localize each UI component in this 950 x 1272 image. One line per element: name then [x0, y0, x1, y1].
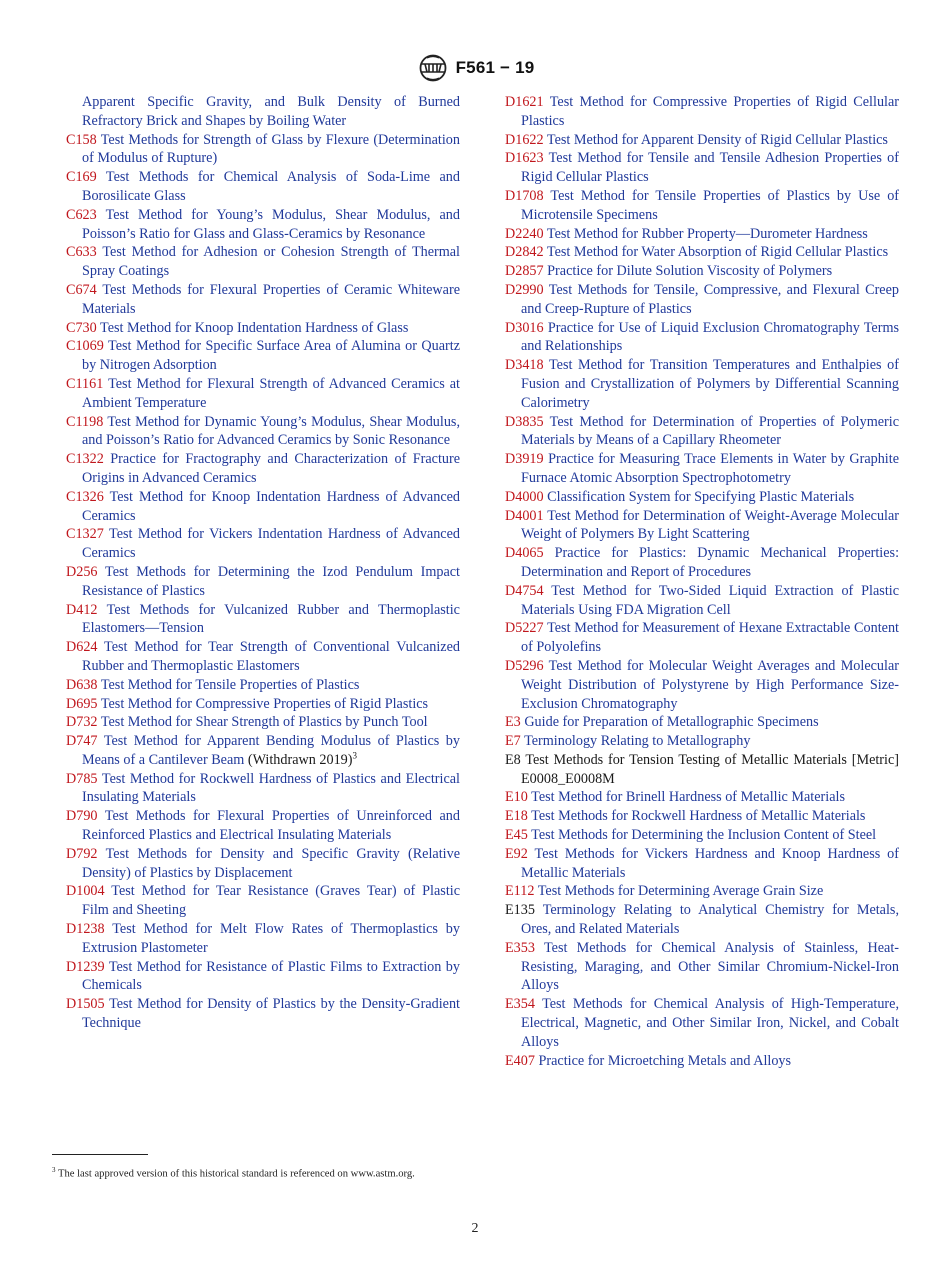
page-number: 2 [471, 1221, 479, 1236]
reference-item [505, 826, 899, 845]
standard-title-link[interactable]: Test Method for Vickers Indentation Hardness of Advanced Ceramics [82, 526, 460, 562]
footnote [52, 1163, 462, 1182]
standard-code-link: E8 [505, 751, 521, 768]
reference-item [66, 337, 460, 375]
standard-code-link[interactable]: C633 [66, 244, 97, 261]
standard-code-link: E135 [505, 902, 535, 919]
standard-title-link[interactable]: Test Methods for Determining Average Grain Size [537, 883, 824, 900]
standard-title-link[interactable]: Terminology Relating to Analytical Chemistry for Metals, Ores, and Related Materials [521, 902, 899, 938]
standard-code-link[interactable]: D732 [66, 714, 98, 731]
reference-item [505, 1052, 899, 1071]
standard-title-link[interactable]: Test Method for Transition Temperatures and Enthalpies of Fusion and Crystallization of Polymers by Differential Scanning Calorimetry [521, 357, 899, 411]
standard-title-link[interactable]: Test Method for Measurement of Hexane Extractable Content of Polyolefins [521, 620, 899, 656]
reference-item [66, 563, 460, 601]
standard-code-link[interactable]: D2842 [505, 244, 544, 261]
standard-code-link[interactable]: E353 [505, 939, 535, 956]
document-designation: F561 − 19 [455, 58, 535, 77]
standard-code-link[interactable]: D5227 [505, 620, 544, 637]
reference-item [66, 206, 460, 244]
standard-title-link[interactable]: Test Methods for Vulcanized Rubber and Thermoplastic Elastomers—Tension [82, 601, 460, 637]
reference-item [66, 375, 460, 413]
standard-title-link[interactable]: Test Method for Flexural Strength of Advanced Ceramics at Ambient Temperature [82, 375, 460, 411]
standard-code-link[interactable]: D695 [66, 695, 98, 712]
reference-item [505, 544, 899, 582]
standard-title-link[interactable]: Test Method for Rubber Property—Durometer Hardness [546, 225, 868, 242]
reference-item [66, 281, 460, 319]
standard-code-link[interactable]: D785 [66, 770, 98, 787]
standard-title-link[interactable]: Test Method for Compressive Properties of Rigid Plastics [100, 695, 429, 712]
standard-title-link[interactable]: Test Methods for Chemical Analysis of Stainless, Heat-Resisting, Maraging, and Other Similar Chromium-Nickel-Iron Alloys [521, 939, 899, 994]
standard-title-link[interactable]: Test Method for Determination of Weight-Average Molecular Weight of Polymers By Light Scattering [521, 507, 899, 543]
standard-title-link[interactable]: Test Method for Knoop Indentation Hardness of Advanced Ceramics [82, 488, 461, 524]
reference-item [505, 657, 899, 713]
standard-code-link[interactable]: D2240 [505, 225, 544, 242]
standard-code-link[interactable]: E354 [505, 996, 535, 1013]
standard-title-link[interactable]: Classification System for Specifying Plastic Materials [547, 488, 855, 505]
standard-title-link[interactable]: Test Method for Tear Resistance (Graves Tear) of Plastic Film and Sheeting [82, 883, 460, 919]
standard-code-link[interactable]: C1327 [66, 526, 104, 543]
standard-title-link[interactable]: Test Method for Dynamic Young’s Modulus, Shear Modulus, and Poisson’s Ratio for Advanced Ceramics by Sonic Resonance [82, 413, 460, 449]
standard-code-link[interactable]: D1708 [505, 187, 544, 204]
standard-code-link[interactable]: D4754 [505, 582, 544, 599]
standard-title-link[interactable]: Test Method for Determination of Properties of Polymeric Materials by Means of a Capillary Rheometer [521, 413, 899, 449]
reference-item [66, 845, 460, 883]
reference-item [505, 751, 899, 789]
standard-code-link[interactable]: D4001 [505, 507, 544, 524]
standard-code-link[interactable]: D1238 [66, 921, 105, 938]
reference-item [505, 243, 899, 262]
standard-code-link[interactable]: C158 [66, 131, 97, 148]
standard-code-link[interactable]: D624 [66, 639, 98, 656]
standard-code-link[interactable]: C1326 [66, 488, 104, 505]
standard-title-link[interactable]: Practice for Fractography and Characterization of Fracture Origins in Advanced Ceramics [82, 451, 461, 486]
reference-item [66, 243, 460, 281]
standard-title-link[interactable]: Test Method for Molecular Weight Averages and Molecular Weight Distribution of Polystyrene by High Performance Size-Exclusion Chromatography [521, 657, 899, 712]
standard-title-link[interactable]: Test Method for Compressive Properties of Rigid Cellular Plastics [521, 94, 899, 129]
standard-code-link[interactable]: C1198 [66, 413, 104, 430]
standard-code-link[interactable]: C674 [66, 281, 97, 298]
standard-code-link[interactable]: C623 [66, 206, 97, 223]
standard-code-link[interactable]: E3 [505, 714, 521, 731]
standard-code-link[interactable]: E112 [505, 883, 535, 900]
reference-item [66, 638, 460, 676]
reference-item [66, 995, 460, 1033]
standard-code-link[interactable]: D1505 [66, 996, 105, 1013]
reference-item [505, 713, 899, 732]
reference-item [505, 732, 899, 751]
reference-item [505, 187, 899, 225]
standard-title-link[interactable]: Test Method for Specific Surface Area of Alumina or Quartz by Nitrogen Adsorption [82, 338, 460, 374]
footnote-divider [52, 1154, 148, 1155]
standard-title-link[interactable]: Test Method for Two-Sided Liquid Extraction of Plastic Materials Using FDA Migration Cell [521, 582, 899, 618]
reference-column-left [66, 93, 460, 1033]
reference-item [66, 525, 460, 563]
standard-title-link[interactable]: Test Method for Tear Strength of Conventional Vulcanized Rubber and Thermoplastic Elastomers [82, 639, 460, 674]
standard-title-link[interactable]: Guide for Preparation of Metallographic Specimens [524, 714, 819, 731]
standard-code-link[interactable]: E92 [505, 845, 528, 862]
reference-item [505, 262, 899, 281]
reference-item [505, 582, 899, 620]
standard-code-link[interactable]: E10 [505, 789, 528, 806]
standard-code-link[interactable]: D3919 [505, 451, 544, 468]
reference-item [505, 149, 899, 187]
reference-item [505, 901, 899, 939]
reference-item [505, 995, 899, 1051]
reference-item [505, 281, 899, 319]
standard-title-link[interactable]: Test Methods for Chemical Analysis of Soda-Lime and Borosilicate Glass [82, 169, 460, 204]
standard-code-link[interactable]: C1322 [66, 451, 104, 468]
standard-code-link[interactable]: C169 [66, 169, 97, 186]
reference-item [66, 958, 460, 996]
standard-title-link[interactable]: Test Method for Tensile Properties of Plastics [100, 676, 360, 693]
standard-title-link[interactable]: Test Methods for Rockwell Hardness of Metallic Materials [531, 808, 866, 825]
reference-item [66, 676, 460, 695]
reference-item [505, 131, 899, 150]
standard-title-link[interactable]: Test Methods for Determining the Inclusion Content of Steel [531, 827, 877, 844]
standard-code-link[interactable]: D2990 [505, 281, 544, 298]
standard-code-link[interactable]: D1239 [66, 958, 105, 975]
standard-title-link[interactable]: Test Method for Knoop Indentation Hardness of Glass [100, 319, 409, 336]
reference-item [505, 882, 899, 901]
standard-code-link[interactable]: E407 [505, 1052, 535, 1069]
standard-title-link[interactable]: Test Method for Shear Strength of Plastics by Punch Tool [100, 714, 428, 731]
reference-item [505, 93, 899, 131]
standard-code-link[interactable]: D1622 [505, 131, 544, 148]
standard-code-link[interactable]: D1004 [66, 883, 105, 900]
reference-item [66, 488, 460, 526]
reference-item [505, 488, 899, 507]
standard-title-link[interactable]: Apparent Specific Gravity, and Bulk Density of Burned Refractory Brick and Shapes by Boiling Water [82, 94, 460, 129]
withdrawn-note [248, 752, 357, 768]
reference-item [66, 450, 460, 488]
reference-item [66, 413, 460, 451]
reference-item [66, 168, 460, 206]
standard-title-link[interactable]: Test Methods for Vickers Hardness and Knoop Hardness of Metallic Materials [521, 845, 899, 881]
standard-title-link[interactable]: Test Method for Resistance of Plastic Films to Extraction by Chemicals [82, 958, 460, 994]
reference-item [505, 319, 899, 357]
footnote-text: The last approved version of this historical standard is referenced on www.astm.org. [57, 1168, 415, 1180]
standard-code-link[interactable]: D790 [66, 808, 98, 825]
standard-code-link[interactable]: D1621 [505, 94, 544, 110]
footnote-reference-mark[interactable]: 3 [352, 750, 357, 761]
standard-title-link[interactable]: Test Methods for Strength of Glass by Flexure (Determination of Modulus of Rupture) [82, 131, 460, 167]
standard-title-link[interactable]: Test Method for Apparent Bending Modulus of Plastics by Means of a Cantilever Beam [82, 733, 460, 768]
reference-item [505, 225, 899, 244]
standard-code-link[interactable]: D638 [66, 676, 98, 693]
reference-item [505, 450, 899, 488]
standard-title-link[interactable]: Test Method for Rockwell Hardness of Plastics and Electrical Insulating Materials [82, 770, 460, 806]
reference-item [505, 619, 899, 657]
standard-title-link: Test Methods for Tension Testing of Metallic Materials [Metric] E0008_E0008M [521, 751, 899, 787]
reference-item [66, 93, 460, 131]
reference-item [66, 732, 460, 770]
page-header [0, 52, 950, 84]
standard-title-link[interactable]: Test Method for Density of Plastics by the Density-Gradient Technique [82, 996, 460, 1032]
reference-item [505, 413, 899, 451]
reference-item [505, 939, 899, 995]
reference-item [505, 845, 899, 883]
reference-item [66, 770, 460, 808]
standard-code-link[interactable]: D1623 [505, 150, 544, 167]
standard-code-link[interactable]: E7 [505, 733, 521, 750]
standard-code-link[interactable]: D4000 [505, 488, 544, 505]
standard-title-link[interactable]: Practice for Microetching Metals and Alloys [538, 1052, 792, 1069]
standard-code-link[interactable]: D412 [66, 601, 98, 618]
standard-code-link[interactable]: D2857 [505, 263, 544, 280]
standard-title-link[interactable]: Test Method for Melt Flow Rates of Thermoplastics by Extrusion Plastometer [82, 921, 460, 956]
standard-code-link[interactable]: E45 [505, 827, 528, 844]
standard-code-link[interactable]: D3016 [505, 319, 544, 336]
standard-code-link[interactable]: D792 [66, 845, 98, 862]
footnote-mark: 3 [52, 1166, 56, 1174]
standard-title-link[interactable]: Test Method for Apparent Density of Rigid Cellular Plastics [546, 131, 888, 148]
withdrawn-note-text: (Withdrawn 2019) [247, 751, 353, 768]
standard-code-link[interactable]: C730 [66, 319, 97, 336]
reference-item [505, 356, 899, 412]
standard-title-link[interactable]: Test Methods for Density and Specific Gravity (Relative Density) of Plastics by Displacement [82, 845, 460, 881]
standard-title-link[interactable]: Test Method for Adhesion or Cohesion Strength of Thermal Spray Coatings [82, 244, 460, 280]
standard-title-link[interactable]: Test Method for Brinell Hardness of Metallic Materials [531, 789, 845, 806]
astm-logo-icon [416, 53, 450, 83]
standard-code-link[interactable]: D3835 [505, 413, 544, 430]
reference-column-right [505, 93, 899, 1070]
standard-code-link[interactable]: D747 [66, 733, 98, 750]
standard-code-link[interactable]: C1069 [66, 338, 104, 355]
reference-item [66, 882, 460, 920]
reference-item [66, 920, 460, 958]
standard-title-link[interactable]: Practice for Plastics: Dynamic Mechanical Properties: Determination and Report of Procedures [521, 545, 900, 580]
standard-title-link[interactable]: Test Methods for Tensile, Compressive, and Flexural Creep and Creep-Rupture of Plastics [521, 281, 899, 317]
reference-item [505, 807, 899, 826]
standard-title-link[interactable]: Terminology Relating to Metallography [524, 733, 751, 750]
standard-title-link[interactable]: Practice for Measuring Trace Elements in Water by Graphite Furnace Atomic Absorption Spectrophotometry [521, 451, 899, 486]
standard-code-link[interactable]: D5296 [505, 657, 544, 674]
standard-code-link[interactable]: D3418 [505, 357, 544, 374]
reference-item [66, 319, 460, 338]
standard-title-link[interactable]: Test Method for Water Absorption of Rigid Cellular Plastics [546, 244, 889, 261]
standard-title-link[interactable]: Test Methods for Flexural Properties of Ceramic Whiteware Materials [82, 281, 460, 317]
standard-code-link[interactable]: E18 [505, 808, 528, 825]
standard-title-link[interactable]: Test Method for Tensile and Tensile Adhesion Properties of Rigid Cellular Plastics [521, 150, 900, 186]
standard-code-link[interactable]: D4065 [505, 545, 544, 562]
standard-title-link[interactable]: Test Method for Young’s Modulus, Shear Modulus, and Poisson’s Ratio for Glass and Glass-Ceramics by Resonance [82, 206, 460, 242]
reference-item [66, 695, 460, 714]
standard-title-link[interactable]: Practice for Use of Liquid Exclusion Chromatography Terms and Relationships [521, 319, 900, 355]
reference-item [66, 713, 460, 732]
reference-item [66, 601, 460, 639]
standard-title-link[interactable]: Test Methods for Determining the Izod Pendulum Impact Resistance of Plastics [82, 563, 460, 599]
standard-title-link[interactable]: Test Methods for Flexural Properties of Unreinforced and Reinforced Plastics and Electrical Insulating Materials [82, 808, 460, 844]
standard-code-link[interactable]: D256 [66, 563, 98, 580]
standard-code-link[interactable]: C1161 [66, 375, 104, 392]
reference-item [66, 807, 460, 845]
standard-title-link[interactable]: Test Method for Tensile Properties of Plastics by Use of Microtensile Specimens [521, 187, 900, 223]
reference-item [505, 788, 899, 807]
reference-item [66, 131, 460, 169]
standard-title-link[interactable]: Practice for Dilute Solution Viscosity of Polymers [547, 263, 833, 280]
reference-item [505, 507, 899, 545]
standard-title-link[interactable]: Test Methods for Chemical Analysis of High-Temperature, Electrical, Magnetic, and Other Similar Iron, Nickel, and Cobalt Alloys [521, 996, 899, 1050]
